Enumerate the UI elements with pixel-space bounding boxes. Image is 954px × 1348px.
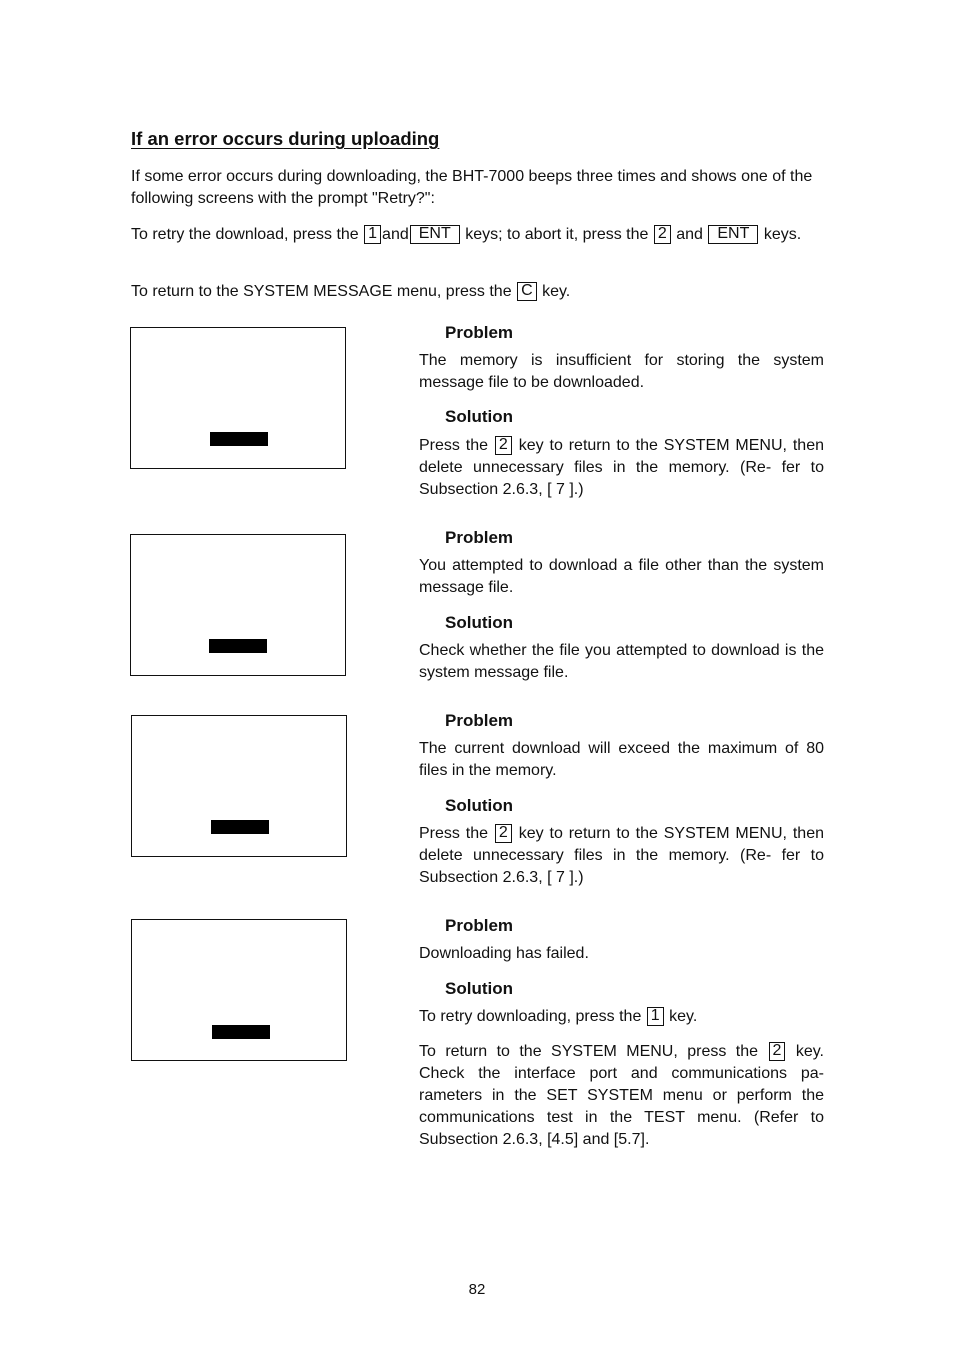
solution-text	[419, 823, 824, 889]
lcd-screen-4	[131, 919, 347, 1061]
solution-text-1: To retry downloading, press the	[419, 1008, 642, 1025]
highlight-bar	[210, 432, 268, 446]
intro-paragraph: If some error occurs during downloading, the BHT-7000 beeps three times and shows one of the following screens with the prompt "Retry?":	[131, 168, 813, 207]
highlight-bar	[211, 820, 269, 834]
key-2: 2	[495, 436, 512, 455]
retry-text-1: To retry the download, press the	[131, 226, 359, 243]
problem-text: You attempted to download a file other than the system message file.	[419, 557, 824, 596]
key-c: C	[517, 282, 537, 301]
problem-text: The current download will exceed the maximum of 80 files in the memory.	[419, 740, 824, 779]
page-number: 82	[468, 1281, 486, 1298]
return-text-1: To return to the SYSTEM MESSAGE menu, press the	[131, 283, 512, 300]
solution-label: Solution	[445, 979, 513, 998]
solution-text-1: Press the	[419, 825, 489, 842]
retry-text-5: keys.	[763, 226, 802, 243]
key-1: 1	[364, 225, 381, 244]
retry-instructions	[131, 224, 831, 246]
solution-text	[419, 1006, 824, 1028]
return-text-2: key.	[542, 283, 571, 300]
lcd-screen-2	[130, 534, 346, 676]
highlight-bar	[209, 639, 267, 653]
key-2: 2	[654, 225, 671, 244]
highlight-bar	[212, 1025, 270, 1039]
problem-label: Problem	[445, 528, 514, 547]
solution-label: Solution	[445, 796, 513, 815]
problem-text: The memory is insufficient for storing the system message file to be downloaded.	[419, 352, 824, 391]
retry-text-2: and	[382, 226, 409, 243]
key-2: 2	[769, 1042, 786, 1061]
problem-label: Problem	[445, 916, 514, 935]
extra-text-1: To return to the SYSTEM MENU, press the	[419, 1043, 759, 1060]
section-heading: If an error occurs during uploading	[131, 128, 440, 149]
solution-text-1: Check whether the file you attempted to download is the system message file.	[419, 642, 824, 681]
solution-label: Solution	[445, 407, 513, 426]
key-ent: ENT	[708, 225, 758, 244]
solution-text-2: key to return to the SYSTEM MENU, then delete unnecessary files in the memory. (Re- fer to Subsection 2.6.3, [ 7 ].)	[419, 437, 824, 498]
solution-text-2: key to return to the SYSTEM MENU, then delete unnecessary files in the memory. (Re- fer to Subsection 2.6.3, [ 7 ].)	[419, 825, 824, 886]
solution-text	[419, 435, 824, 501]
retry-text-3: keys; to abort it, press the	[465, 226, 649, 243]
solution-text-2: key.	[669, 1008, 698, 1025]
key-ent: ENT	[410, 225, 460, 244]
key-1: 1	[647, 1007, 664, 1026]
return-instructions	[131, 281, 831, 303]
retry-text-4: and	[676, 226, 703, 243]
solution-text-1: Press the	[419, 437, 489, 454]
key-2: 2	[495, 824, 512, 843]
lcd-screen-3	[131, 715, 347, 857]
solution-label: Solution	[445, 613, 513, 632]
problem-text: Downloading has failed.	[419, 945, 589, 962]
extra-text-2: key. Check the interface port and communications pa- rameters in the SET SYSTEM menu or perform the communications test in the TEST menu. (Refer to Subsection 2.6.3, [4.5] and [5.7].	[419, 1043, 824, 1148]
problem-label: Problem	[445, 323, 514, 342]
solution-text	[419, 640, 824, 684]
problem-label: Problem	[445, 711, 514, 730]
lcd-screen-1	[130, 327, 346, 469]
extra-text	[419, 1041, 824, 1151]
